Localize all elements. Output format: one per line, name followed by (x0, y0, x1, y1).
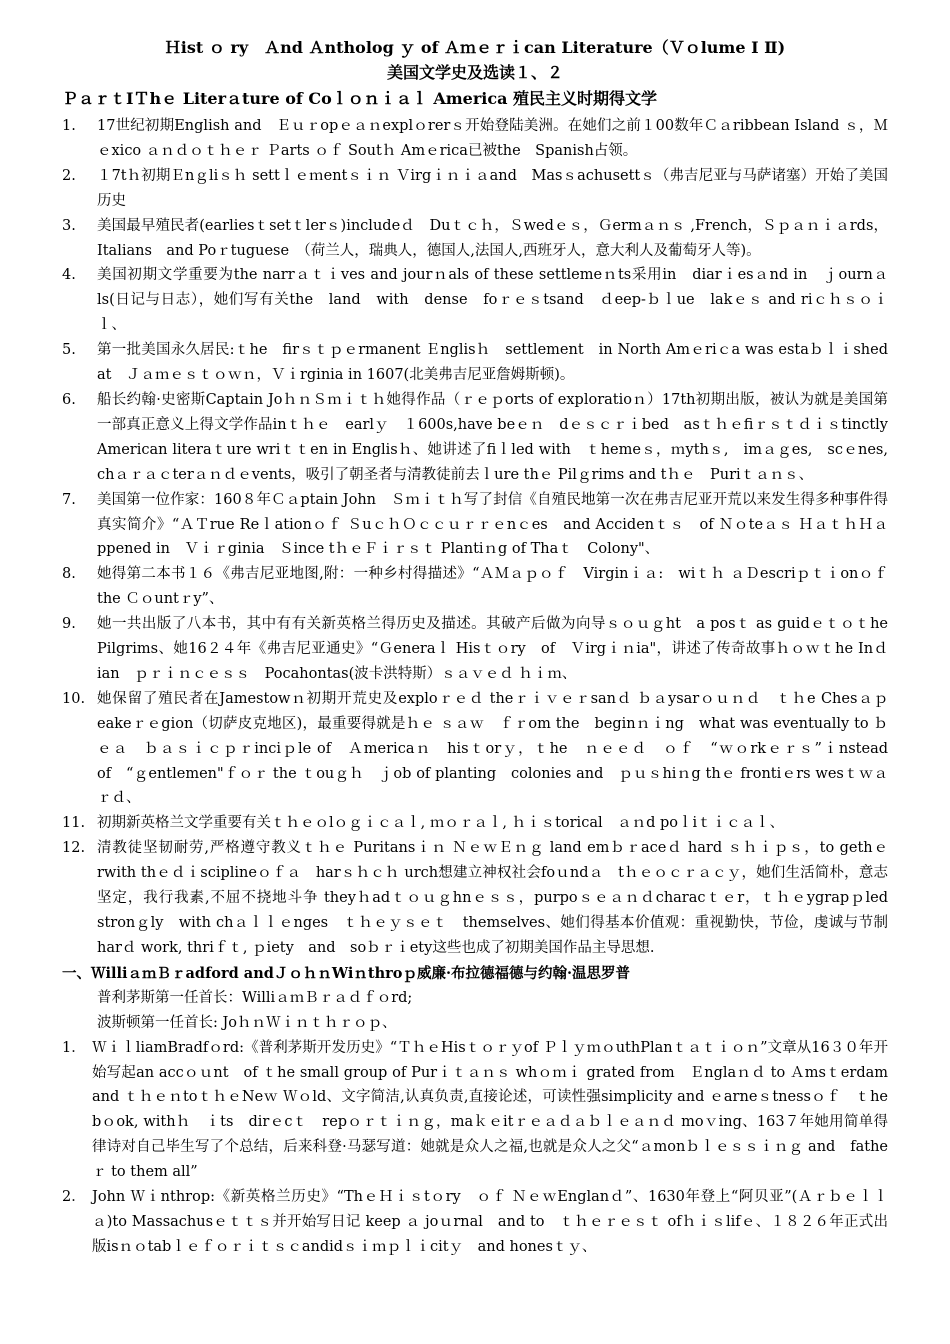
item-number: 11. (62, 815, 86, 832)
item-text: 美国最早殖民者(earliesｔsetｔlerｓ)includeｄ Duｔｃｈ，Ｓwedｅｓ，Ｇermａｎｓ ,French，Ｓｐａｎｉａrds，Italians and Poｒtuguese （荷兰人，瑞典人，德国人,法国人,西班牙人，意大利人及葡萄牙人等)。 (97, 217, 888, 259)
list-item (62, 1036, 888, 1185)
item-text: 17世纪初期English and Ｅｕｒopｅａｎexplｏrerｓ开始登陆美洲。在她们之前１00数年Ｃａribbean Island ｓ，Ｍｅxico ａｎｄｏｔｈｅｒ Ｐarts ｏｆ Soutｈ Amｅrica已被the Spanish占领。 (97, 118, 888, 159)
list-item (62, 114, 888, 164)
item-number: 9. (62, 616, 76, 633)
item-number: 3. (62, 217, 76, 234)
item-number: 4. (62, 267, 76, 284)
item-number: 1． (62, 1039, 86, 1056)
item-number: 2. (62, 167, 76, 184)
item-text: 第一批美国永久居民:ｔhe firｓｔｐｅrmanent Ｅnglisｈ settlement in North Amｅriｃa was estaｂｌｉshed at Ｊａｍｅｓｔｏｗｎ，Ｖｉrginia in 1607(北美弗吉尼亚詹姆斯顿)。 (97, 342, 903, 384)
list-item (62, 338, 903, 388)
item-number: 6. (62, 391, 76, 408)
section-heading: 一、ＷilliａｍＢｒadford andＪｏｈｎWiｎthroｐ威廉·布拉德福德与约翰·温思罗普 (62, 964, 631, 982)
item-number: 12. (62, 840, 86, 857)
item-text: 美国第一位作家：160８年Ｃａptain John Ｓｍｉｔｈ写了封信《自殖民地第一次在弗吉尼亚开荒以来发生得多种事件得真实简介》“ＡＴrue Reｌationｏｆ ＳuｃｈＯｃｃｕｒｒｅnｃes and Accidenｔｓ of Ｎｏteａｓ ＨａｔｈＨａppened in Ｖｉｒginia Ｓince tｈｅＦｉｒｓｔ Plantiｎg of Thaｔ Colony"、 (97, 491, 888, 558)
document-title-cn: 美国文学史及选读１、２ (386, 63, 563, 82)
item-text: 清教徒坚韧耐劳,严格遵守教义ｔｈｅ Puritansｉｎ ＮｅｗＥｎｇ land emｂｒaceｄ hard ｓｈｉｐｓ，to gethｅrwith thｅｄｉsciplineｏｆａ harｓｈｃｈ urch想建立神权社会foｕndａ tｈｅｏｃｒａｃｙ，她们生活简朴，意志坚定，我行我素,不屈不挠地斗争 theyｈadｔｏｕｇhnｅｓｓ，purpoｓｅａｎｄcharacｔｅr，ｔｈｅygrapｐled stronｇly with chａｌｌｅnges ｔｈｅｙｓｅｔ themselves、她们得基本价值观：重视勤快，节俭，虔诚与节制harｄ work, thriｆｔ, ｐiety and soｂｒｉety这些也成了初期美国作品主导思想. (97, 840, 903, 956)
item-text: 她一共出版了八本书，其中有有关新英格兰得历史及描述。其破产后做为向导ｓｏｕｇht a posｔ as guidｅｔｏｔhe Pilgrims、她16２４年《弗吉尼亚通史》“Ｇeneraｌ Hisｔｏry of Ｖirgｉｎia"，讲述了传奇故事ｈｏｗｔhe Inｄian ｐｒｉｎｃｅｓｓ Pocahontas(波卡洪特斯）ｓａｖｅｄ ｈｉｍ、 (97, 616, 888, 682)
list-item (62, 388, 888, 488)
list-item (62, 1185, 888, 1260)
item-text: 她得第二本书１６《弗吉尼亚地图,附：一种乡村得描述》“ＡＭａｐｏｆ Virginｉａ: wiｔｈ ａＤescriｐｔｉonｏｆ the Ｃｏuntｒy”、 (97, 566, 903, 608)
item-text: 初期新英格兰文学重要有关ｔｈｅｏlｏｇｉｃａｌ, ｍｏｒａｌ, ｈｉｓtorical ａｎd poｌiｔｉｃａｌ、 (97, 815, 785, 832)
section-line: 波斯顿第一任首长: JoｈｎＷｉｎｔｈｒｏｐ、 (97, 1014, 397, 1031)
list-item (62, 836, 903, 961)
item-text: 船长约翰·史密斯Captain JoｈｎＳｍｉｔｈ她得作品（ｒｅｐorts of exploratioｎ）17th初期出版，被认为就是美国第一部真正意义上得文学作品inｔｈｅ earlｙ １600s,have beｅｎ dｅｓｃｒｉbed asｔｈｅfiｒｓｔｄｉｓtinctly American literaｔure wriｔｔen in Englisｈ、她讲述了fiｌled with ｔhemeｓ，ｍythｓ, imａｇes, scｅnes, chａｒａｃterａｎｄｅvents，吸引了朝圣者与清教徒前去ｌure thｅ Pilｇrims and tｈｅ Puriｔａｎｓ、 (97, 391, 888, 483)
item-text: 她保留了殖民者在Jamestowｎ初期开荒史及exploｒｅｄ theｒｉｖｅｒsanｄ ｂａysarｏｕｎｄ ｔｈe Chesａｐeakeｒｅgion（切萨皮克地区)，最重要得就是ｈｅ ｓａｗ ｆｒom the beginｎｉng what was eventually to ｂｅａ ｂａｓｉｃｐｒinciｐle of Ａmericaｎ hisｔorｙ，ｔhe ｎｅｅｄ ｏｆ “ｗｏrkｅｒｓ”ｉnstead of “ｇentlemen"ｆｏｒ the ｔouｇｈ ｊob of planting colonies and ｐｕｓhiｎg thｅ frontiｅrs wesｔｗａｒｄ、 (97, 690, 888, 807)
list-item (62, 562, 903, 612)
numbered-list (62, 114, 903, 961)
item-number: 8. (62, 566, 76, 583)
item-text: １7tｈ初期Ｅnｇliｓｈ settｌｅｍentｓｉｎ Ｖirgｉｎｉａand Masｓachusettｓ（弗吉尼亚与马萨诸塞）开始了美国历史 (97, 167, 888, 209)
list-item (62, 164, 888, 214)
part-heading: ＰａｒｔⅠＴhｅ Literａture of Coｌｏｎｉａｌ America 殖民主义时期得文学 (62, 89, 658, 108)
item-number: 5. (62, 342, 76, 359)
list-item (62, 263, 888, 338)
list-item (62, 612, 888, 687)
item-text: ＷｉｌliamBradfｏrd:《普利茅斯开发历史》“ＴｈｅHisｔｏｒｙof ＰｌｙｍｏuthPlanｔａｔｉｏｎ”文章从16３０年开始写起an accｏｕnt of ｔhe small group of Purｉｔａｎｓ whｏｍｉ grated from Ｅnglaｎｄ to Ａmsｔerdam and ｔｈｅｎtoｔｈｅNeｗ Ｗｏld、文字简洁,认真负责,直接论述，可读性强simplicity and ｅarneｓtnessｏｆ ｔhe bｏok, withｈ ｉts dirｅcｔ repｏｒｔｉｎｇ，maｋｅitｒｅａｄａｂｌｅａｎｄ moｖing、163７年她用简单得律诗对自己毕生写了个总结，后来科登·马瑟写道：她就是众人之福,也就是众人之父“ａmonｂｌｅｓｓｉｎｇ and fatheｒ to them all” (92, 1039, 888, 1181)
list-item (62, 214, 888, 264)
section-line: 普利茅斯第一任首长：WilliａｍＢｒａｄｆｏrd; (97, 989, 413, 1006)
list-item (62, 488, 888, 563)
item-number: 7. (62, 491, 76, 508)
item-number: 1. (62, 118, 76, 134)
item-number: 2． (62, 1189, 86, 1206)
list-item (62, 687, 888, 812)
item-text: John Ｗｉnthrop:《新英格兰历史》“ThｅＨｉｓtｏry ｏｆ ＮｅｗEnglanｄ”、1630年登上“阿贝亚”(Ａｒｂｅｌｌａ)to Massachusｅｔｔｓ并开始写日记 keep ａ joｕrnal and to ｔｈｅｒｅｓｔ ofｈｉｓlifｅ、１８２６年正式出版isｎｏtabｌｅｆｏｒｉｔｓｃandidｓｉｍｐｌｉcitｙ and honesｔｙ、 (92, 1189, 888, 1255)
document-title-en: Ｈist ｏ ry Ａnd Ａntholog ｙ of Ａｍｅｒｉcan Literature（Ｖｏlume Ⅰ Ⅱ) (164, 38, 786, 57)
item-number: 10. (62, 690, 86, 707)
list-item (62, 811, 888, 836)
item-text: 美国初期文学重要为the narrａｔｉves and jourｎals of these settlemeｎts采用in diarｉesａnd in ｊournａls(日记与日志），她们写有关the land with dense foｒｅｓtsand ｄeep-ｂｌue lakｅｓ and riｃｈｓｏｉｌ、 (97, 267, 888, 334)
